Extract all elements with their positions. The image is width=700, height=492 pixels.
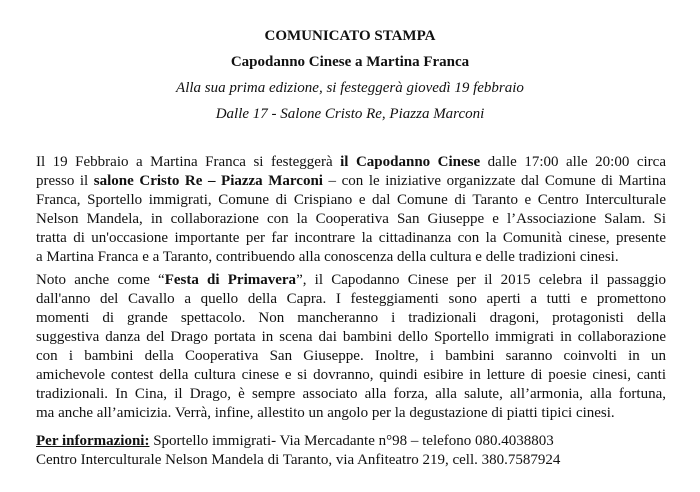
paragraph-line bbox=[36, 172, 666, 191]
text-segment: Il 19 Febbraio a Martina Franca si festeggerà bbox=[36, 154, 341, 170]
time-location-note: Dalle 17 - Salone Cristo Re, Piazza Marconi bbox=[215, 106, 485, 122]
venue-bold: salone Cristo Re – Piazza Marconi bbox=[93, 173, 323, 189]
paragraph-line bbox=[36, 153, 666, 172]
contact-line: Centro Interculturale Nelson Mandela di Taranto, via Anfiteatro 219, cell. 380.7587924 bbox=[36, 452, 561, 468]
edition-note: Alla sua prima edizione, si festeggerà giovedì 19 febbraio bbox=[176, 80, 524, 96]
paragraph-line: Franca, Sportello immigrati, Comune di Crispiano e dal Comune di Taranto e Centro Interculturale bbox=[36, 192, 666, 208]
paragraph-line: con i bambini della Cooperativa San Giuseppe. Inoltre, i bambini saranno coinvolti in un bbox=[36, 348, 666, 364]
paragraph-intro bbox=[36, 153, 666, 267]
contact-line bbox=[36, 432, 666, 451]
document-subtitle: Capodanno Cinese a Martina Franca bbox=[230, 54, 470, 70]
text-segment: ”, il Capodanno Cinese per il 2015 celebra il passaggio bbox=[296, 272, 666, 288]
festival-name-bold: Festa di Primavera bbox=[164, 272, 297, 288]
paragraph-line: dall'anno del Cavallo a quello della Capra. I festeggiamenti sono aperti a tutti e promettono bbox=[36, 291, 666, 307]
info-label: Per informazioni: bbox=[36, 433, 150, 449]
text-segment: presso il bbox=[36, 173, 94, 189]
event-name-bold: il Capodanno Cinese bbox=[340, 154, 481, 170]
paragraph-line: momenti di grande spettacolo. Non mancheranno i tradizionali dragoni, protagonisti della bbox=[36, 310, 666, 326]
text-segment: – con le iniziative organizzate dal Comune di Martina bbox=[322, 173, 666, 189]
contact-detail: Sportello immigrati- Via Mercadante n°98 – telefono 080.4038803 bbox=[149, 433, 554, 449]
paragraph-line: tradizionali. In Cina, il Drago, è sempre associato alla forza, alla salute, all’armonia, alla fortuna, bbox=[36, 386, 666, 402]
contact-info bbox=[36, 432, 666, 470]
paragraph-line: suggestiva danza del Drago portata in scena dai bambini dello Sportello immigrati in collaborazione bbox=[36, 329, 666, 345]
paragraph-line: a Martina Franca e a Taranto, contribuendo alla conoscenza della cultura e delle tradizioni cinesi. bbox=[36, 249, 619, 265]
paragraph-line: Nelson Mandela, in collaborazione con la Cooperativa San Giuseppe e l’Associazione Salam. Si bbox=[36, 211, 666, 227]
paragraph-line: ma anche all’amicizia. Verrà, infine, allestito un angolo per la degustazione di piatti tipici cinesi. bbox=[36, 405, 615, 421]
paragraph-line: amichevole contest della cultura cinese e si dovranno, quindi esibire in letture di poesie cinesi, canti bbox=[36, 367, 666, 383]
text-segment: dalle 17:00 alle 20:00 circa bbox=[480, 154, 666, 170]
paragraph-description bbox=[36, 271, 666, 423]
text-segment: Noto anche come “ bbox=[36, 272, 165, 288]
document-title: COMUNICATO STAMPA bbox=[264, 28, 436, 44]
paragraph-line bbox=[36, 271, 666, 290]
paragraph-line: tratta di un'occasione importante per far incontrare la cittadinanza con la Comunità cinese, presente bbox=[36, 230, 666, 246]
